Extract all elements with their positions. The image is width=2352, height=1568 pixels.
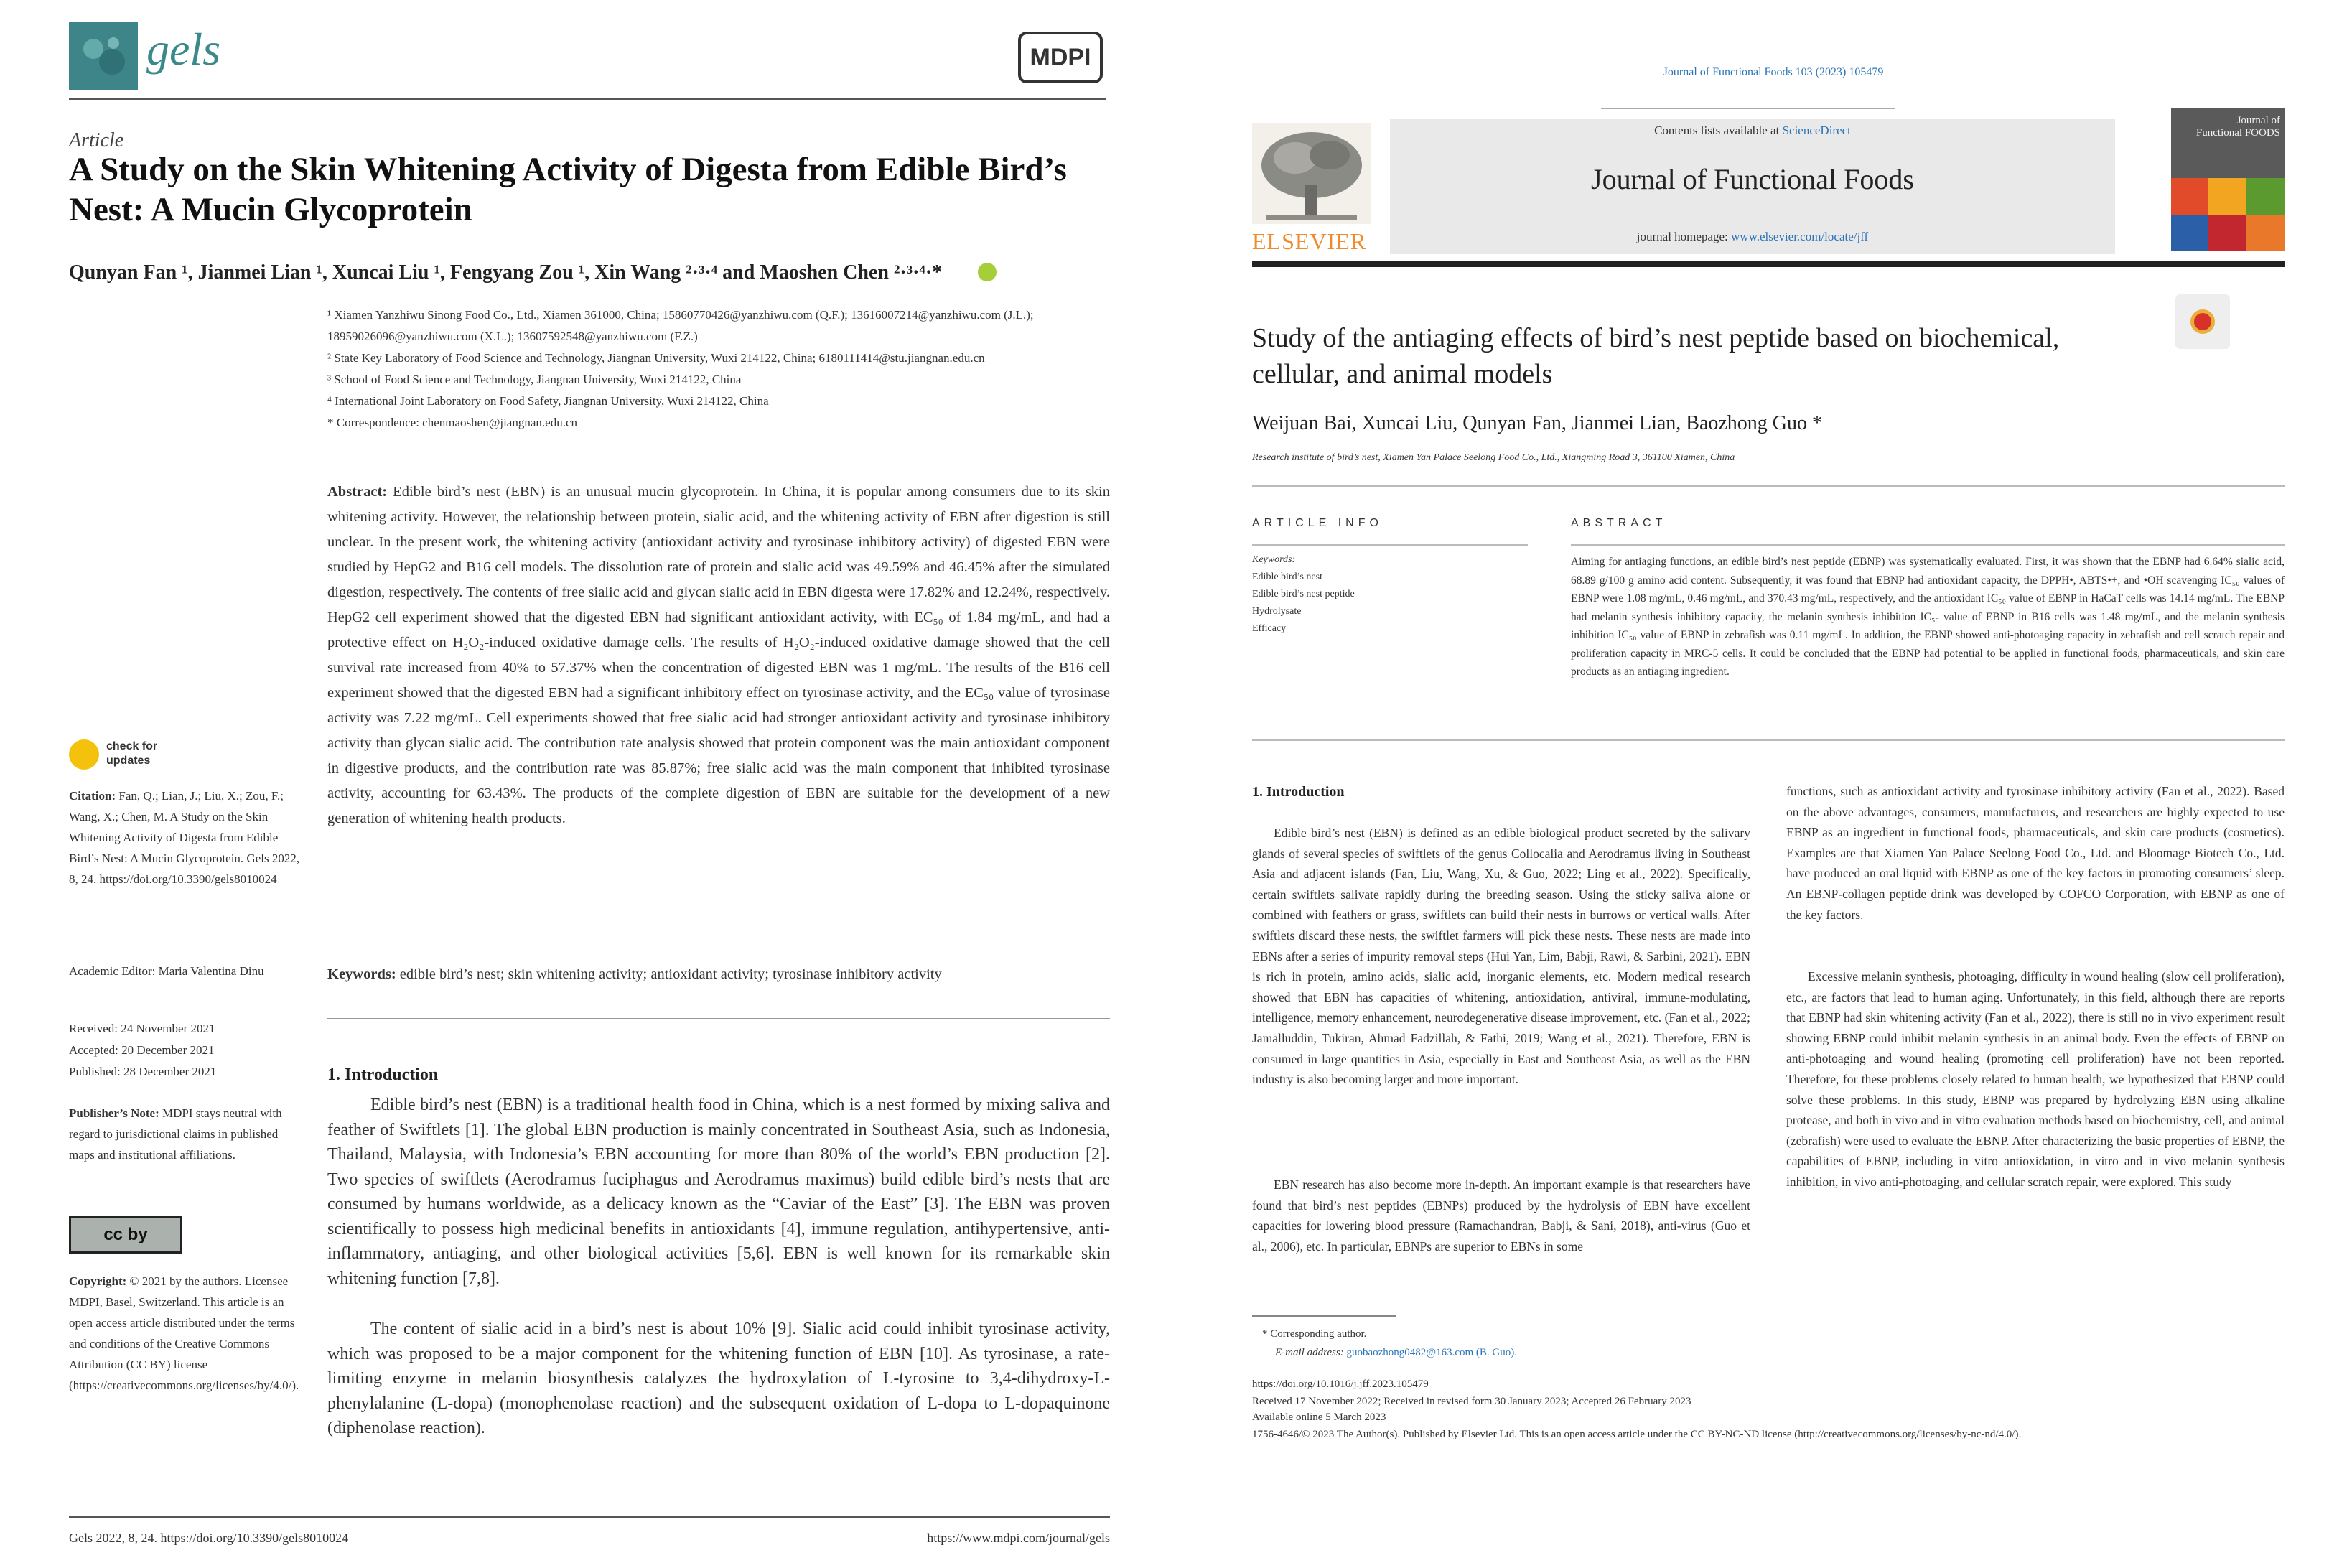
journal-title: Journal of Functional Foods: [1591, 163, 1914, 195]
homepage-prefix: journal homepage:: [1636, 230, 1728, 243]
contents-line: [1390, 123, 2115, 138]
contents-prefix: Contents lists available at: [1654, 123, 1780, 137]
header-thick-rule: [1252, 261, 2285, 267]
citation-label: Citation:: [69, 789, 116, 803]
license-statement: 1756-4646/© 2023 The Author(s). Published by Elsevier Ltd. This is an open access article under the CC BY-NC-ND license (http://creativecommons.org/licenses/by-nc-nd/4.0/).: [1252, 1429, 2022, 1440]
journal-name: gels: [146, 24, 221, 75]
header-rule: [69, 98, 1106, 100]
received-date: Received: 24 November 2021: [69, 1022, 215, 1035]
keyword-1: Edible bird’s nest: [1252, 571, 1322, 582]
article-info-heading: ARTICLE INFO: [1252, 517, 1383, 529]
abstract-text: Aiming for antiaging functions, an edible bird’s nest peptide (EBNP) was systematically evaluated. First, it was shown that the EBNP had 6.64% sialic acid, 68.89 g/100 g amino acid content. Subsequently, it was found that EBNP had antioxidant capacity, the DPPH•, ABTS•+, and •OH scavenging IC₅₀ values of EBNP were 1.08 mg/mL, 0.46 mg/mL, and 370.43 mg/mL, respectively, and the antioxidant IC₅₀ value of EBNP in HaCaT cells was 14.14 mg/mL. The EBNP had melanin synthesis inhibitory capacity, the melanin synthesis inhibition IC₅₀ value of EBNP in B16 cells was 1.48 mg/mL, and the melanin synthesis inhibition IC₅₀ value of EBNP in zebrafish was 0.11 mg/mL. In addition, the EBNP showed anti-photoaging capacity in zebrafish and cell scratch repair and proliferation capacity in MRC-5 cells. It could be concluded that the EBNP had potential to be applied in functional foods, pharmaceuticals, and skin care products as an antiaging ingredient.: [1571, 556, 2285, 678]
email-note: [1275, 1344, 1517, 1361]
copyright-label: Copyright:: [69, 1274, 127, 1288]
orcid-icon[interactable]: [978, 263, 997, 281]
author-list: Weijuan Bai, Xuncai Liu, Qunyan Fan, Jianmei Lian, Baozhong Guo *: [1252, 412, 1823, 434]
abstract-text: Edible bird’s nest (EBN) is an unusual mucin glycoprotein. In China, it is popular among consumers due to its skin whitening activity. However, the relationship between protein, sialic acid, and the whitening activity of EBN after digestion is still unclear. In the present work, the whitening activity (antioxidant activity and tyrosinase inhibitory activity) of digested EBN were studied by HepG2 and B16 cell models. The dissolution rate of protein and sialic acid was 49.59% and 46.45% after the simulated digestion, respectively. The contents of free sialic acid and glycan sialic acid in EBN digesta were 17.82% and 12.24%, respectively. HepG2 cell experiment showed that the digested EBN had significant antioxidant activity, with EC₅₀ of 1.84 mg/mL, and had a protective effect on H₂O₂-induced oxidative damage cells. The results of H₂O₂-induced oxidative damage showed that the cell survival rate increased from 40% to 57.37% when the concentration of digested EBN was 1 mg/mL. The results of the B16 cell experiment showed that the digested EBN had a significant inhibitory effect on tyrosinase activity, and the EC₅₀ value of tyrosinase activity was 7.22 mg/mL. Cell experiments showed that free sialic acid had stronger antioxidant activity and tyrosinase inhibitory activity than glycan sialic acid. The contribution rate analysis showed that protein component was the main antioxidant component in digestive products, and the contribution rate was 85.87%; free sialic acid was the main component that inhibited tyrosinase activity, accounting for 63.43%. The products of the complete digestion of EBN are suitable for the development of a new generation of whitening health products.: [327, 484, 1110, 826]
sciencedirect-link[interactable]: ScienceDirect: [1782, 123, 1851, 137]
abstract-heading: ABSTRACT: [1571, 517, 1667, 529]
crossmark-icon[interactable]: [2175, 294, 2230, 349]
article-title: A Study on the Skin Whitening Activity of Digesta from Edible Bird’s Nest: A Mucin Glycoprotein: [69, 151, 1067, 228]
keywords-block: [1252, 551, 1525, 638]
footer-journal-url[interactable]: https://www.mdpi.com/journal/gels: [927, 1531, 1110, 1545]
published-date: Published: 28 December 2021: [69, 1065, 217, 1078]
abstract: [327, 480, 1110, 831]
affiliation-list: [327, 304, 1110, 434]
history-dates: Received 17 November 2022; Received in revised form 30 January 2023; Accepted 26 February 2023: [1252, 1396, 1691, 1407]
keywords-label: Keywords:: [1252, 554, 1296, 565]
introduction-heading: 1. Introduction: [327, 1065, 439, 1084]
introduction-paragraph-2: The content of sialic acid in a bird’s nest is about 10% [9]. Sialic acid could inhibit tyrosinase activity, which was proposed to be a major component for the whitening function of EBN [10]. As tyrosinase, a rate-limiting enzyme in melanin biosynthesis catalyzes the hydroxylation of L-tyrosine to 3,4-dihydroxy-L-phenylalanine (L-dopa) (monophenolase reaction) and the subsequent oxidation of L-dopa to L-dopaquinone (diphenolase reaction).: [327, 1320, 1110, 1437]
introduction-heading: 1. Introduction: [1252, 784, 1345, 800]
keywords: [327, 962, 1110, 986]
citation-text: Fan, Q.; Lian, J.; Liu, X.; Zou, F.; Wang, X.; Chen, M. A Study on the Skin Whitening Activity of Digesta from Edible Bird’s Nest: A Mucin Glycoprotein. Gels 2022, 8, 24. https://doi.org/10.3390/gels8010024: [69, 789, 300, 886]
abstract-rule: [327, 1018, 1110, 1019]
publishers-note-label: Publisher’s Note:: [69, 1106, 159, 1120]
cc-by-license-icon[interactable]: [69, 1216, 182, 1254]
footnote-rule: [1252, 1315, 1396, 1317]
corresponding-author-note: * Corresponding author.: [1262, 1328, 1367, 1340]
intro-col1-paragraph-1: Edible bird’s nest (EBN) is defined as an edible biological product secreted by the salivary glands of several species of swiftlets of the genus Collocalia and Aerodramus living in Southeast Asia and adjacent islands (Fan, Liu, Wang, Xu, & Guo, 2022; Ling et al., 2022). Specifically, certain swiftlets salivate rapidly during the breeding season. Using the sticky saliva alone or combined with feathers or grass, swiftlets can build their nests in burrows or vertical walls. After swiftlets discard these nests, the swiftlet farmers will pick these nests. These nests are made into EBNs after a series of impurity removal steps (Hui Yan, Lim, Babji, Rawi, & Sarbini, 2021). EBN is rich in protein, amino acids, sialic acid, inorganic elements, etc. Modern medical research showed that EBN has capacities of whitening, antioxidation, antiviral, immune-modulating, intelligence, memory enhancement, neurodegenerative disease improvement, etc. (Fan et al., 2022; Jamalluddin, Tukiran, Ahmad Fadzillah, & Fathi, 2019; Wang et al., 2021). Therefore, EBN is consumed in large quantities in Asia, especially in East and Southeast Asia, as well as the EBN industry is also becoming larger and more important.: [1252, 826, 1750, 1087]
keyword-2: Edible bird’s nest peptide: [1252, 589, 1355, 599]
top-rule: [1601, 108, 1895, 109]
footer-citation: Gels 2022, 8, 24. https://doi.org/10.3390/gels8010024: [69, 1531, 349, 1545]
affiliation-4: ⁴ International Joint Laboratory on Food Safety, Jiangnan University, Wuxi 214122, China: [327, 394, 769, 408]
publishers-note-text: MDPI stays neutral with regard to jurisdictional claims in published maps and institutional affiliations.: [69, 1106, 282, 1162]
journal-reference[interactable]: Journal of Functional Foods 103 (2023) 105479: [1663, 66, 1884, 78]
cover-title: Journal of Functional FOODS: [2195, 115, 2280, 139]
available-online: Available online 5 March 2023: [1252, 1411, 1386, 1423]
email-address[interactable]: guobaozhong0482@163.com (B. Guo).: [1346, 1347, 1517, 1358]
check-updates-icon: [69, 739, 99, 770]
publisher-wordmark: ELSEVIER: [1252, 228, 1367, 254]
homepage-line: [1390, 230, 2115, 244]
copyright-notice: [69, 1271, 306, 1396]
gels-logo-icon: [69, 22, 138, 90]
introduction-paragraph-1: Edible bird’s nest (EBN) is a traditional health food in China, which is a nest formed by mixing saliva and feather of Swiftlets [1]. The global EBN production is mainly concentrated in Southeast Asia, such as Indonesia, Thailand, Malaysia, with Indonesia’s EBN accounting for more than 80% of the world’s EBN production [2]. Two species of swiftlets (Aerodramus fuciphagus and Aerodramus maximus) build edible bird’s nests that are consumed by humans worldwide, as a delicacy known as the “Caviar of the East” [3]. The EBN was proven scientifically to possess high medicinal benefits in antioxidants [4], immune regulation, antihypertensive, anti-inflammatory, antiaging, and other biological activities [5,6]. EBN is well known for its remarkable skin whitening function [7,8].: [327, 1096, 1110, 1288]
publishers-note: [69, 1103, 306, 1165]
academic-editor: Academic Editor: Maria Valentina Dinu: [69, 964, 264, 978]
abstract-label: Abstract:: [327, 484, 388, 500]
mdpi-logo: [1018, 32, 1103, 83]
affiliation-rule: [1252, 485, 2285, 487]
cc-by-badge-text: cc by: [103, 1225, 148, 1244]
gels-article-page: [0, 0, 1163, 1568]
journal-cover-image: [2171, 108, 2285, 251]
footer-rule: [69, 1516, 1110, 1518]
elsevier-tree-logo: [1252, 123, 1371, 224]
keywords-text: edible bird’s nest; skin whitening activity; antioxidant activity; tyrosinase inhibitory activity: [399, 966, 942, 982]
article-title: Study of the antiaging effects of bird’s nest peptide based on biochemical, cellular, and animal models: [1252, 323, 2060, 389]
correspondence: * Correspondence: chenmaoshen@jiangnan.edu.cn: [327, 416, 577, 429]
author-list: Qunyan Fan ¹, Jianmei Lian ¹, Xuncai Liu ¹, Fengyang Zou ¹, Xin Wang ²·³·⁴ and Maoshen Chen ²·³·⁴·*: [69, 261, 943, 284]
intro-col2-paragraph-1: functions, such as antioxidant activity and tyrosinase inhibitory activity (Fan et al., 2022). Based on the above advantages, consumers, manufacturers, and researchers are highly expected to use EBNP as an ingredient in functional foods, pharmaceuticals, and skin care products (cosmetics). Examples are that Xiamen Yan Palace Seelong Food Co., Ltd. and Bloomage Biotech Co., Ltd. have produced an oral liquid with EBNP as one of the key factors in promoting consumers’ sleep. An EBNP-collagen peptide drink was developed by COFCO Corporation, with EBNP as one of the key factors.: [1786, 784, 2285, 922]
check-updates-label: check for updates: [106, 740, 158, 767]
abstract-rule: [1571, 544, 2285, 546]
citation-box: [69, 785, 306, 890]
jff-article-page: [1177, 0, 2352, 1568]
mdpi-logo-text: MDPI: [1030, 43, 1091, 71]
intro-col1-paragraph-2: EBN research has also become more in-depth. An important example is that researchers have found that bird’s nest peptides (EBNPs) produced by the hydrolysis of EBN have excellent capacities for lowering blood pressure (Ramachandran, Babji, & Sani, 2018), anti-virus (Guo et al., 2006), etc. In particular, EBNPs are superior to EBNs in some: [1252, 1177, 1750, 1254]
check-updates-badge[interactable]: [69, 738, 184, 774]
email-label: E-mail address:: [1275, 1347, 1344, 1358]
keyword-3: Hydrolysate: [1252, 606, 1302, 617]
doi-link[interactable]: https://doi.org/10.1016/j.jff.2023.105479: [1252, 1378, 1429, 1390]
intro-col2-paragraph-2: Excessive melanin synthesis, photoaging, difficulty in wound healing (slow cell proliferation), etc., are factors that lead to human aging. Unfortunately, in this field, although there are reports that EBNP had skin whitening activity (Fan et al., 2022), there is still no in vivo experiment result showing EBNP could inhibit melanin synthesis in an animal body. Even the effects of EBNP on anti-photoaging and wound healing (promoting cell proliferation) have not been reported. Therefore, for these problems closely related to human health, we hypothesized that EBNP could solve these problems. In this study, EBNP was prepared by hydrolyzing EBN using alkaline protease, and both in vivo and in vitro evaluation methods based on biochemistry, cell, and animal (zebrafish) were used to evaluate the EBNP. After characterizing the basic properties of EBNP, the capabilities of EBNP, including in vitro antioxidation, in vitro and in vivo melanin synthesis inhibition, in vivo anti-photoaging, and cellular scratch repair, were explored. This study: [1786, 969, 2285, 1189]
homepage-link[interactable]: www.elsevier.com/locate/jff: [1731, 230, 1869, 243]
article-type: Article: [69, 129, 124, 151]
affiliation-2: ² State Key Laboratory of Food Science and Technology, Jiangnan University, Wuxi 214122, China; 6180111414@stu.jiangnan.edu.cn: [327, 351, 985, 365]
keywords-label: Keywords:: [327, 966, 396, 982]
affiliation-3: ³ School of Food Science and Technology, Jiangnan University, Wuxi 214122, China: [327, 373, 742, 386]
article-info-rule: [1252, 544, 1528, 546]
keyword-4: Efficacy: [1252, 623, 1287, 634]
affiliation: Research institute of bird’s nest, Xiamen Yan Palace Seelong Food Co., Ltd., Xiangming Road 3, 361100 Xiamen, China: [1252, 452, 1735, 463]
copyright-text: © 2021 by the authors. Licensee MDPI, Basel, Switzerland. This article is an open access article distributed under the terms and conditions of the Creative Commons Attribution (CC BY) license (https://creativecommons.org/licenses/by/4.0/).: [69, 1274, 299, 1392]
abstract-bottom-rule: [1252, 739, 2285, 741]
accepted-date: Accepted: 20 December 2021: [69, 1043, 215, 1057]
affiliation-1: ¹ Xiamen Yanzhiwu Sinong Food Co., Ltd., Xiamen 361000, China; 15860770426@yanzhiwu.com (Q.F.); 13616007214@yanzhiwu.com (J.L.); 18959026096@yanzhiwu.com (X.L.); 13607592548@yanzhiwu.com (F.Z.): [327, 308, 1034, 343]
